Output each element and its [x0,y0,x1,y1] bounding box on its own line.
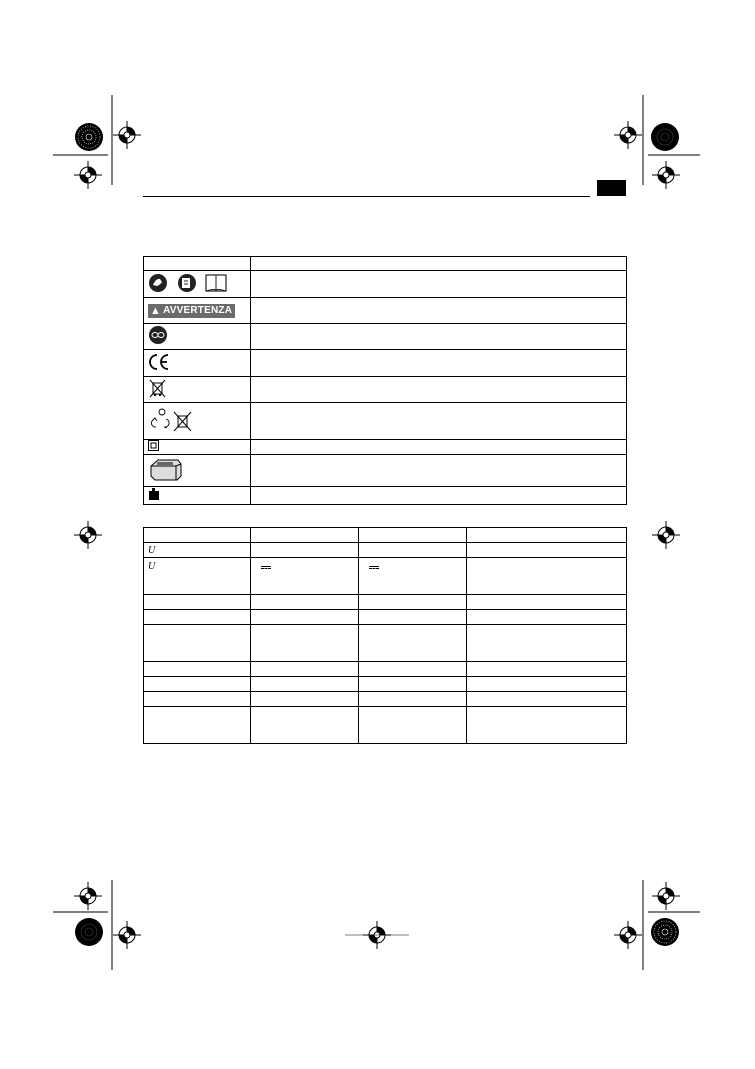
warning-badge [148,304,235,318]
dc-current-icon [369,566,379,570]
warning-triangle-icon: ▲ [150,304,162,317]
value-cell [359,595,467,610]
table-row [144,707,627,744]
value-cell [467,625,627,662]
protective-goggles-icon [148,325,170,345]
value-cell [467,677,627,692]
value-cell [467,558,627,595]
symbols-header-row [144,257,627,271]
row-label [144,625,251,662]
weight-icon [148,487,160,501]
technical-data-table [143,527,627,744]
meaning-cell [251,271,627,298]
meaning-cell [251,350,627,377]
row-label [144,610,251,625]
symbol-cell [144,455,251,487]
symbol-cell [144,440,251,455]
value-cell [251,543,359,558]
value-cell [359,707,467,744]
table-row [144,595,627,610]
tech-header-row [144,528,627,543]
meaning-cell [251,298,627,324]
value-cell [467,707,627,744]
table-row [144,487,627,505]
symbol-cell [144,487,251,505]
table-row [144,377,627,403]
tech-header-cell [251,528,359,543]
protection-class-ii-icon [148,440,160,451]
table-row [144,558,627,595]
meaning-cell [251,440,627,455]
dc-current-icon [261,566,271,570]
value-cell [359,610,467,625]
battery-recycling-icon [148,407,198,433]
row-label [144,692,251,707]
tech-header-cell [359,528,467,543]
safety-instructions-icon [148,273,238,293]
meaning-cell [251,487,627,505]
value-cell [467,610,627,625]
warning-label: AVVERTENZA [163,305,233,316]
value-cell [251,677,359,692]
row-label [144,662,251,677]
value-cell [359,692,467,707]
row-label [144,707,251,744]
value-cell [359,662,467,677]
symbol-cell [144,350,251,377]
table-row [144,440,627,455]
value-cell [359,677,467,692]
table-row [144,610,627,625]
value-cell [251,662,359,677]
table-row [144,677,627,692]
table-row [144,324,627,350]
value-cell [467,692,627,707]
value-cell [251,692,359,707]
symbol-cell [144,271,251,298]
table-row [144,662,627,677]
meaning-cell [251,324,627,350]
table-row [144,692,627,707]
meaning-cell [251,377,627,403]
ce-mark-icon [148,353,170,371]
row-label: U [144,558,251,595]
table-row [144,543,627,558]
symbol-cell [144,377,251,403]
table-row [144,403,627,440]
value-cell [467,595,627,610]
symbols-table [143,256,627,505]
value-cell [467,662,627,677]
meaning-cell [251,403,627,440]
value-cell [251,625,359,662]
symbol-cell [144,298,251,324]
symbol-cell [144,324,251,350]
value-cell [359,543,467,558]
value-cell [251,610,359,625]
table-row [144,455,627,487]
value-cell [251,558,359,595]
symbols-header-cell-meaning [251,257,627,271]
row-label: U [144,543,251,558]
value-cell [359,558,467,595]
symbol-cell [144,403,251,440]
value-cell [251,707,359,744]
table-row [144,271,627,298]
value-cell [251,595,359,610]
table-row [144,625,627,662]
meaning-cell [251,455,627,487]
table-row [144,298,627,324]
weee-crossed-bin-icon [148,378,168,398]
value-cell [359,625,467,662]
value-cell [467,543,627,558]
row-label [144,677,251,692]
battery-pack-icon [148,456,184,482]
tech-header-cell [144,528,251,543]
symbols-header-cell-symbol [144,257,251,271]
tech-header-cell [467,528,627,543]
table-row [144,350,627,377]
row-label [144,595,251,610]
